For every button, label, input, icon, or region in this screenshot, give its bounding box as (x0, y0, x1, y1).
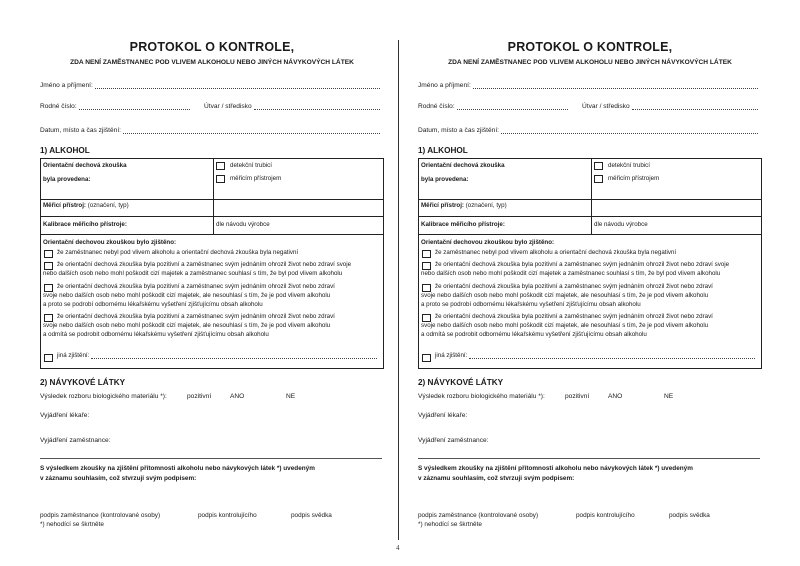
name-field[interactable] (418, 82, 758, 89)
result-yes[interactable]: ANO (230, 393, 245, 400)
checkbox-finding-2[interactable] (44, 262, 53, 270)
finding-2-line-2: nebo dalších osob nebo mohl poškodit cizí majetek a zaměstnanec souhlasí s tím, že byl pod vlivem alkoholu (43, 270, 343, 277)
form-title: PROTOKOL O KONTROLE, (507, 40, 673, 54)
substances-heading: 2) NÁVYKOVÉ LÁTKY (40, 378, 126, 387)
name-dotted-line[interactable] (95, 82, 380, 89)
date-place-time-field[interactable] (40, 127, 380, 134)
finding-3-line-1: že orientační dechová zkouška byla pozitivní a zaměstnanec svým jednáním ohrozil život nebo zdraví (57, 283, 335, 290)
calibration-label: Kalibrace měřicího přístroje: (43, 221, 127, 228)
signature-inspector[interactable]: podpis kontrolujícího (198, 512, 257, 519)
result-positive: pozitivní (565, 393, 590, 400)
agreement-line-2: v záznamu souhlasím, což stvrzuji svým podpisem: (40, 475, 197, 482)
signature-employee[interactable]: podpis zaměstnance (kontrolované osoby) (418, 512, 539, 519)
option-measuring-device: měřicím přístrojem (608, 175, 660, 182)
finding-1-text: že zaměstnanec nebyl pod vlivem alkoholu a orientační dechová zkouška byla negativní (435, 249, 677, 256)
calibration-value: dle návodu výrobce (216, 221, 270, 228)
calibration-value: dle návodu výrobce (594, 221, 648, 228)
date-place-time-label: Datum, místo a čas zjištění: (418, 127, 499, 134)
agreement-line-1: S výsledkem zkoušky na zjištění přítomnosti alkoholu nebo návykových látek *) uvedeným (418, 465, 693, 472)
form-panel-left (22, 0, 402, 566)
findings-label: Orientační dechovou zkouškou bylo zjištěno: (43, 239, 177, 246)
findings-label: Orientační dechovou zkouškou bylo zjištěno: (421, 239, 555, 246)
finding-3-line-2: svoje nebo dalších osob nebo mohl poškodit cizí majetek, ale nesouhlasí s tím, že je pod vlivem alkoholu (43, 292, 331, 299)
checkbox-measuring-device[interactable] (594, 175, 603, 183)
finding-2-line-2: nebo dalších osob nebo mohl poškodit cizí majetek a zaměstnanec souhlasí s tím, že byl pod vlivem alkoholu (421, 270, 721, 277)
other-findings-field[interactable] (57, 352, 377, 359)
name-label: Jméno a příjmení: (40, 82, 93, 89)
checkbox-other[interactable] (422, 354, 431, 362)
birth-number-dotted-line[interactable] (457, 103, 568, 110)
test-label-2: byla provedena: (43, 176, 91, 183)
birth-number-label: Rodné číslo: (418, 103, 455, 110)
name-dotted-line[interactable] (473, 82, 758, 89)
finding-3-line-3: a proto se podrobí odbornému lékařskému vyšetření zjišťujícímu obsah alkoholu (421, 301, 641, 308)
agreement-line-1: S výsledkem zkoušky na zjištění přítomnosti alkoholu nebo návykových látek *) uvedeným (40, 465, 315, 472)
test-label: Orientační dechová zkouška (43, 162, 127, 169)
finding-4-line-2: svoje nebo dalších osob nebo mohl poškodit cizí majetek, ale nesouhlasí s tím, že je pod vlivem alkoholu (421, 322, 709, 329)
birth-number-field[interactable] (418, 103, 568, 110)
result-no[interactable]: NE (664, 393, 674, 400)
name-label: Jméno a příjmení: (418, 82, 471, 89)
section-separator (418, 458, 760, 459)
form-subtitle: ZDA NENÍ ZAMĚSTNANEC POD VLIVEM ALKOHOLU NEBO JINÝCH NÁVYKOVÝCH LÁTEK (448, 59, 732, 66)
footnote: *) nehodící se škrtněte (418, 521, 482, 528)
date-place-time-dotted-line[interactable] (123, 127, 380, 134)
checkbox-finding-3[interactable] (422, 284, 431, 292)
finding-4-line-3: a odmítá se podrobit odbornému lékařskému vyšetření zjišťujícímu obsah alkoholu (421, 331, 647, 338)
checkbox-detection-tube[interactable] (216, 162, 225, 170)
checkbox-finding-4[interactable] (44, 314, 53, 322)
signature-witness[interactable]: podpis svědka (291, 512, 332, 519)
department-label: Útvar / středisko (582, 103, 630, 110)
device-label-group (421, 202, 507, 210)
calibration-label: Kalibrace měřicího přístroje: (421, 221, 505, 228)
department-dotted-line[interactable] (254, 103, 380, 110)
test-label: Orientační dechová zkouška (421, 162, 505, 169)
result-label: Výsledek rozboru biologického materiálu *): (40, 393, 167, 400)
doctor-statement-label: Vyjádření lékaře: (40, 412, 90, 419)
employee-statement-label: Vyjádření zaměstnance: (418, 437, 489, 444)
date-place-time-field[interactable] (418, 127, 758, 134)
birth-number-dotted-line[interactable] (79, 103, 190, 110)
result-yes[interactable]: ANO (608, 393, 623, 400)
finding-3-line-2: svoje nebo dalších osob nebo mohl poškodit cizí majetek, ale nesouhlasí s tím, že je pod vlivem alkoholu (421, 292, 709, 299)
form-subtitle: ZDA NENÍ ZAMĚSTNANEC POD VLIVEM ALKOHOLU NEBO JINÝCH NÁVYKOVÝCH LÁTEK (70, 59, 354, 66)
finding-3-line-3: a proto se podrobí odbornému lékařskému vyšetření zjišťujícímu obsah alkoholu (43, 301, 263, 308)
test-label-2: byla provedena: (421, 176, 469, 183)
device-label-group (43, 202, 129, 210)
finding-4-line-3: a odmítá se podrobit odbornému lékařskému vyšetření zjišťujícímu obsah alkoholu (43, 331, 269, 338)
finding-2-line-1: že orientační dechová zkouška byla pozitivní a zaměstnanec svým jednáním ohrozil život nebo zdraví svoje (57, 261, 352, 268)
date-place-time-label: Datum, místo a čas zjištění: (40, 127, 121, 134)
form-title: PROTOKOL O KONTROLE, (129, 40, 295, 54)
checkbox-measuring-device[interactable] (216, 175, 225, 183)
department-label: Útvar / středisko (204, 103, 252, 110)
table-column-divider (591, 158, 592, 234)
doctor-statement-label: Vyjádření lékaře: (418, 412, 468, 419)
other-findings-dotted-line[interactable] (91, 352, 377, 359)
agreement-line-2: v záznamu souhlasím, což stvrzuji svým podpisem: (418, 475, 575, 482)
checkbox-finding-3[interactable] (44, 284, 53, 292)
signature-inspector[interactable]: podpis kontrolujícího (576, 512, 635, 519)
option-detection-tube: detekční trubicí (608, 162, 650, 169)
other-findings-field[interactable] (435, 352, 755, 359)
date-place-time-dotted-line[interactable] (501, 127, 758, 134)
other-findings-label: jiná zjištění: (435, 352, 468, 359)
other-findings-label: jiná zjištění: (57, 352, 90, 359)
option-measuring-device: měřicím přístrojem (230, 175, 282, 182)
alcohol-heading: 1) ALKOHOL (418, 146, 468, 155)
footnote: *) nehodící se škrtněte (40, 521, 104, 528)
substances-heading: 2) NÁVYKOVÉ LÁTKY (418, 378, 504, 387)
checkbox-detection-tube[interactable] (594, 162, 603, 170)
option-detection-tube: detekční trubicí (230, 162, 272, 169)
device-hint: (označení, typ) (463, 202, 507, 209)
department-dotted-line[interactable] (632, 103, 758, 110)
alcohol-heading: 1) ALKOHOL (40, 146, 90, 155)
result-no[interactable]: NE (286, 393, 296, 400)
finding-2-line-1: že orientační dechová zkouška byla pozitivní a zaměstnanec svým jednáním ohrozil život nebo zdraví svoje (435, 261, 730, 268)
device-label: Měřicí přístroj: (421, 202, 464, 209)
device-hint: (označení, typ) (85, 202, 129, 209)
checkbox-finding-1[interactable] (44, 250, 53, 258)
department-field[interactable] (204, 103, 380, 110)
result-label: Výsledek rozboru biologického materiálu *): (418, 393, 545, 400)
signature-employee[interactable]: podpis zaměstnance (kontrolované osoby) (40, 512, 161, 519)
device-label: Měřicí přístroj: (43, 202, 86, 209)
form-panel-right (400, 0, 780, 566)
checkbox-other[interactable] (44, 354, 53, 362)
signature-witness[interactable]: podpis svědka (669, 512, 710, 519)
finding-4-line-2: svoje nebo dalších osob nebo mohl poškodit cizí majetek, ale nesouhlasí s tím, že je pod vlivem alkoholu (43, 322, 331, 329)
name-field[interactable] (40, 82, 380, 89)
section-separator (40, 458, 382, 459)
finding-3-line-1: že orientační dechová zkouška byla pozitivní a zaměstnanec svým jednáním ohrozil život nebo zdraví (435, 283, 713, 290)
birth-number-field[interactable] (40, 103, 190, 110)
checkbox-finding-2[interactable] (422, 262, 431, 270)
checkbox-finding-1[interactable] (422, 250, 431, 258)
table-column-divider (213, 158, 214, 234)
department-field[interactable] (582, 103, 758, 110)
other-findings-dotted-line[interactable] (469, 352, 755, 359)
employee-statement-label: Vyjádření zaměstnance: (40, 437, 111, 444)
result-positive: pozitivní (187, 393, 212, 400)
finding-1-text: že zaměstnanec nebyl pod vlivem alkoholu a orientační dechová zkouška byla negativní (57, 249, 299, 256)
birth-number-label: Rodné číslo: (40, 103, 77, 110)
finding-4-line-1: že orientační dechová zkouška byla pozitivní a zaměstnanec svým jednáním ohrozil život nebo zdraví (57, 313, 335, 320)
finding-4-line-1: že orientační dechová zkouška byla pozitivní a zaměstnanec svým jednáním ohrozil život nebo zdraví (435, 313, 713, 320)
page-number: 4 (396, 544, 400, 552)
checkbox-finding-4[interactable] (422, 314, 431, 322)
